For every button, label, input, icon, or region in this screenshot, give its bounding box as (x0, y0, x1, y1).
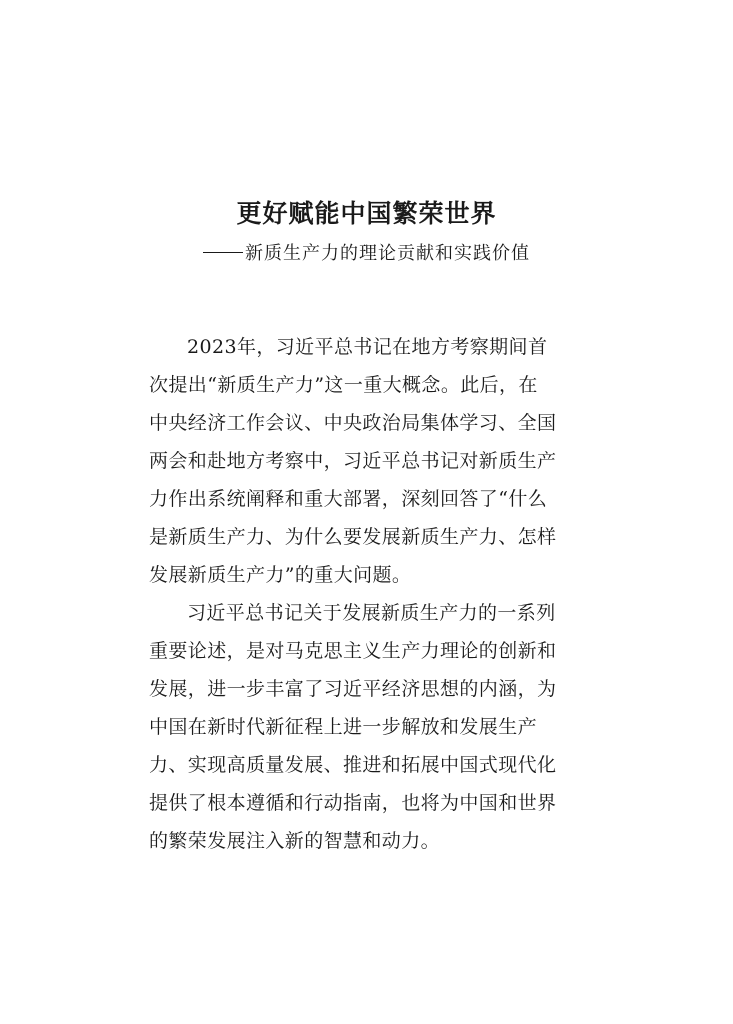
text-line: 中国在新时代新征程上进一步解放和发展生产 (149, 716, 538, 738)
text-line: 的繁荣发展注入新的智慧和动力。 (149, 830, 441, 852)
text-line: 提供了根本遵循和行动指南，也将为中国和世界 (149, 792, 557, 814)
page-title: 更好赋能中国繁荣世界 (236, 199, 497, 228)
paragraph-1 (149, 328, 587, 594)
text-line: 两会和赴地方考察中，习近平总书记对新质生产 (149, 450, 557, 472)
text-line: 是新质生产力、为什么要发展新质生产力、怎样 (149, 526, 557, 548)
paragraph-2 (149, 594, 587, 860)
text-line: 发展，进一步丰富了习近平经济思想的内涵，为 (149, 678, 557, 700)
text-line: 习近平总书记关于发展新质生产力的一系列 (187, 602, 556, 624)
em-dash-rule (203, 252, 243, 253)
text-line: 2023年，习近平总书记在地方考察期间首 (187, 336, 548, 358)
page-subtitle (0, 240, 733, 268)
text-line: 次提出“新质生产力”这一重大概念。此后，在 (149, 374, 538, 396)
text-line: 发展新质生产力”的重大问题。 (149, 564, 412, 586)
text-line: 力作出系统阐释和重大部署，深刻回答了“什么 (149, 488, 548, 510)
text-line: 重要论述，是对马克思主义生产力理论的创新和 (149, 640, 557, 662)
page-subtitle-text: 新质生产力的理论贡献和实践价值 (245, 243, 530, 264)
text-line: 中央经济工作会议、中央政治局集体学习、全国 (149, 412, 557, 434)
body-text (149, 328, 587, 860)
text-line: 力、实现高质量发展、推进和拓展中国式现代化 (149, 754, 557, 776)
